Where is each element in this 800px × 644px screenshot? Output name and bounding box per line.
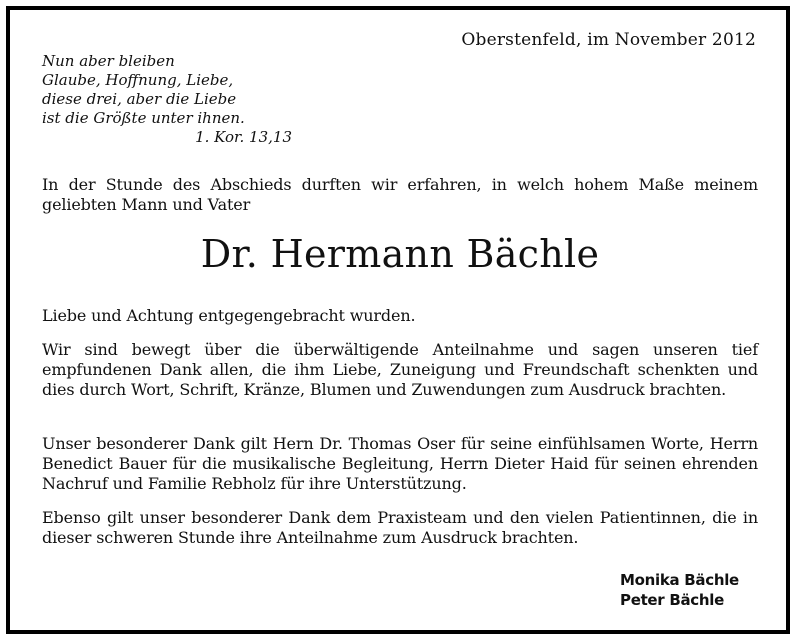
paragraph: Unser besonderer Dank gilt Hern Dr. Thomas Oser für seine einfühlsamen Worte, Herrn Benedict Bauer für die musikalische Begleitung, Herrn Dieter Haid für seinen ehrenden Nachruf und Familie Rebholz für ihre Unterstützung. [42, 434, 758, 493]
verse-line: Glaube, Hoffnung, Liebe, [42, 71, 234, 89]
signatures [620, 570, 739, 610]
verse-reference: 1. Kor. 13,13 [195, 128, 292, 146]
verse-line: Nun aber bleiben [42, 52, 175, 70]
paragraph: Ebenso gilt unser besonderer Dank dem Praxisteam und den vielen Patientinnen, die in dieser schweren Stunde ihre Anteilnahme zum Ausdruck brachten. [42, 508, 758, 547]
verse-line: diese drei, aber die Liebe [42, 90, 237, 108]
bible-verse [42, 52, 245, 128]
place-date: Oberstenfeld, im November 2012 [461, 30, 756, 50]
deceased-name: Dr. Hermann Bächle [200, 232, 600, 276]
intro-paragraph: In der Stunde des Abschieds durften wir erfahren, in welch hohem Maße meinem geliebten Mann und Vater [42, 175, 758, 214]
paragraph: Wir sind bewegt über die überwältigende Anteilnahme und sagen unseren tief empfundenen Dank allen, die ihm Liebe, Zuneigung und Freundschaft schenkten und dies durch Wort, Schrift, Kränze, Blumen und Zuwendungen zum Ausdruck brachten. [42, 340, 758, 399]
signature-name: Monika Bächle [620, 571, 739, 589]
signature-name: Peter Bächle [620, 591, 724, 609]
verse-line: ist die Größte unter ihnen. [42, 109, 245, 127]
paragraph: Liebe und Achtung entgegengebracht wurden. [42, 306, 416, 325]
